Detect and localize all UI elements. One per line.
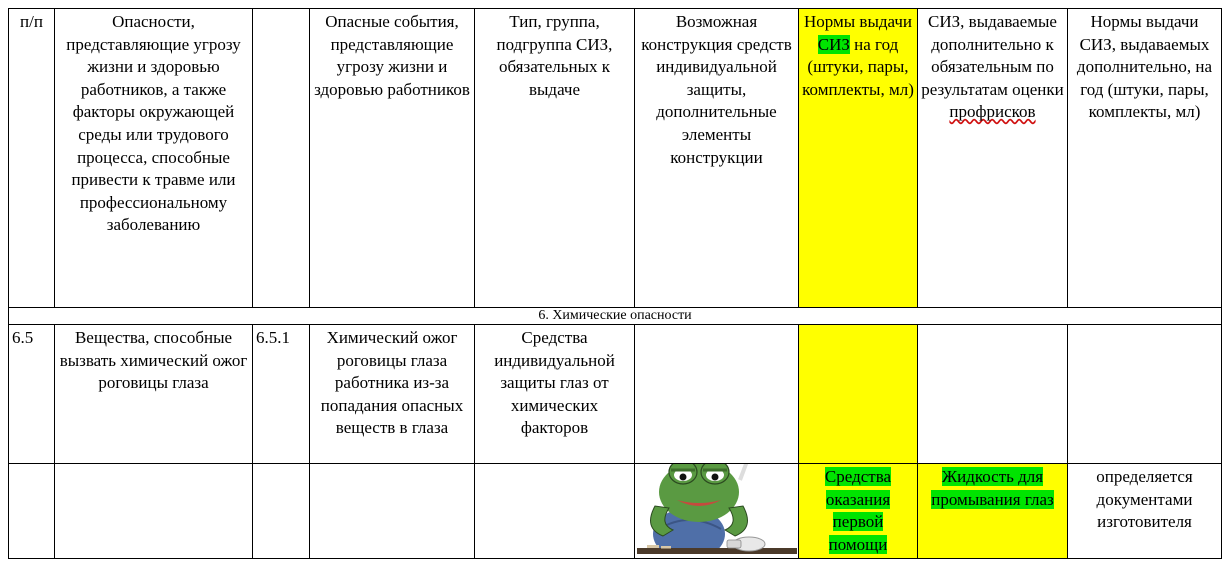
row-number: 6.5 — [9, 325, 55, 464]
row-sub-number: 6.5.1 — [253, 325, 310, 464]
norm-first-aid: Средства оказания первой помощи — [824, 467, 892, 554]
cell-empty — [475, 464, 635, 559]
header-construction: Возможная конструкция средств индивидуальной защиты, дополнительные элементы конструкции — [635, 9, 799, 308]
header-hazards: Опасности, представляющие угрозу жизни и здоровью работников, а также факторы окружающей среды или трудового процесса, способные привести к травме или профессиональному заболеванию — [55, 9, 253, 308]
cell-empty — [253, 464, 310, 559]
cell-empty — [9, 464, 55, 559]
table-row — [9, 464, 1222, 559]
header-number: п/п — [9, 9, 55, 308]
sad-frog-smoking-icon — [637, 464, 797, 555]
table-row — [9, 325, 1222, 464]
row-event: Химический ожог роговицы глаза работника из-за попадания опасных веществ в глаза — [310, 325, 475, 464]
extra-norm: определяется документами изготовителя — [1068, 464, 1222, 559]
header-extra-ppe — [918, 9, 1068, 308]
header-norms-post: на год (штуки, пары, комплекты, мл) — [802, 34, 914, 99]
row-hazard: Вещества, способные вызвать химический ожог роговицы глаза — [55, 325, 253, 464]
row-extra-ppe-empty — [918, 325, 1068, 464]
cell-empty — [310, 464, 475, 559]
header-norms — [799, 9, 918, 308]
section-title: 6. Химические опасности — [9, 308, 1222, 325]
cell-empty — [55, 464, 253, 559]
norm-first-aid-cell — [799, 464, 918, 559]
row-extra-norms-empty — [1068, 325, 1222, 464]
header-norms-pre: Нормы выдачи — [803, 12, 913, 31]
section-row — [9, 308, 1222, 325]
header-ppe-type: Тип, группа, подгруппа СИЗ, обязательных к выдаче — [475, 9, 635, 308]
header-row — [9, 9, 1222, 308]
extra-ppe-eye-wash: Жидкость для промывания глаз — [931, 467, 1054, 509]
image-cell — [635, 464, 799, 559]
extra-ppe-cell — [918, 464, 1068, 559]
row-construction-empty — [635, 325, 799, 464]
header-extra-ppe-text: СИЗ, выдаваемые дополнительно к обязательным по результатам оценки — [921, 12, 1064, 99]
header-events: Опасные события, представляющие угрозу жизни и здоровью работников — [310, 9, 475, 308]
header-empty — [253, 9, 310, 308]
header-norms-highlight: СИЗ — [817, 34, 850, 54]
row-ppe-type: Средства индивидуальной защиты глаз от химических факторов — [475, 325, 635, 464]
header-extra-ppe-wavy: профрисков — [949, 102, 1036, 122]
row-norms-empty — [799, 325, 918, 464]
ppe-norms-table — [8, 8, 1222, 559]
header-extra-norms: Нормы выдачи СИЗ, выдаваемых дополнительно, на год (штуки, пары, комплекты, мл) — [1068, 9, 1222, 308]
